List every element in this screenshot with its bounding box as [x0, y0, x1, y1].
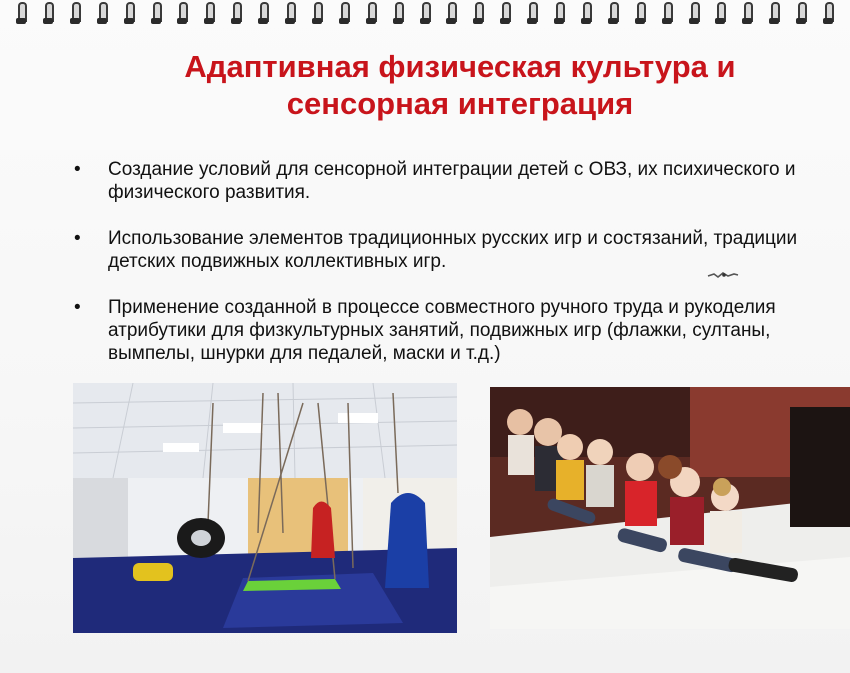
binding-ring	[285, 2, 295, 24]
bullet-text-line: вымпелы, шнурки для педалей, маски и т.д.)	[108, 343, 501, 364]
binding-ring	[177, 2, 187, 24]
bullet-text-line: детских подвижных коллективных игр.	[108, 251, 447, 272]
title-line-2: сенсорная интеграция	[286, 86, 634, 121]
binding-ring	[393, 2, 403, 24]
sensory-gym-photo	[73, 383, 457, 633]
binding-ring	[70, 2, 80, 24]
binding-ring	[715, 2, 725, 24]
binding-ring	[581, 2, 591, 24]
bullet-text-line: Создание условий для сенсорной интеграции детей с ОВЗ, их психического и	[108, 159, 796, 180]
children-group-photo	[490, 387, 850, 629]
bullet-text-line: физического развития.	[108, 182, 311, 203]
binding-ring	[527, 2, 537, 24]
binding-ring	[769, 2, 779, 24]
binding-ring	[823, 2, 833, 24]
binding-ring	[473, 2, 483, 24]
binding-ring	[554, 2, 564, 24]
bullet-item	[70, 227, 840, 273]
binding-ring	[500, 2, 510, 24]
bullet-item	[70, 158, 840, 204]
binding-ring	[97, 2, 107, 24]
binding-ring	[742, 2, 752, 24]
binding-ring	[43, 2, 53, 24]
binding-ring	[151, 2, 161, 24]
spiral-binding	[0, 0, 850, 34]
binding-ring	[231, 2, 241, 24]
binding-ring	[662, 2, 672, 24]
ink-speck	[706, 270, 740, 280]
bullet-marker: •	[74, 159, 81, 180]
binding-ring	[124, 2, 134, 24]
binding-ring	[339, 2, 349, 24]
bullet-marker: •	[74, 297, 81, 318]
page-title	[120, 48, 800, 122]
binding-ring	[258, 2, 268, 24]
bullet-text-line: атрибутики для физкультурных занятий, подвижных игр (флажки, султаны,	[108, 320, 771, 341]
binding-ring	[608, 2, 618, 24]
binding-ring	[420, 2, 430, 24]
binding-ring	[312, 2, 322, 24]
binding-ring	[635, 2, 645, 24]
binding-ring	[16, 2, 26, 24]
title-line-1: Адаптивная физическая культура и	[184, 49, 736, 84]
bullet-text-line: Использование элементов традиционных русских игр и состязаний, традиции	[108, 228, 798, 249]
bullet-marker: •	[74, 228, 81, 249]
bullet-item	[70, 296, 840, 365]
binding-ring	[366, 2, 376, 24]
bullet-text-line: Применение созданной в процессе совместного ручного труда и рукоделия	[108, 297, 776, 318]
binding-ring	[446, 2, 456, 24]
binding-ring	[796, 2, 806, 24]
binding-ring	[689, 2, 699, 24]
binding-ring	[204, 2, 214, 24]
